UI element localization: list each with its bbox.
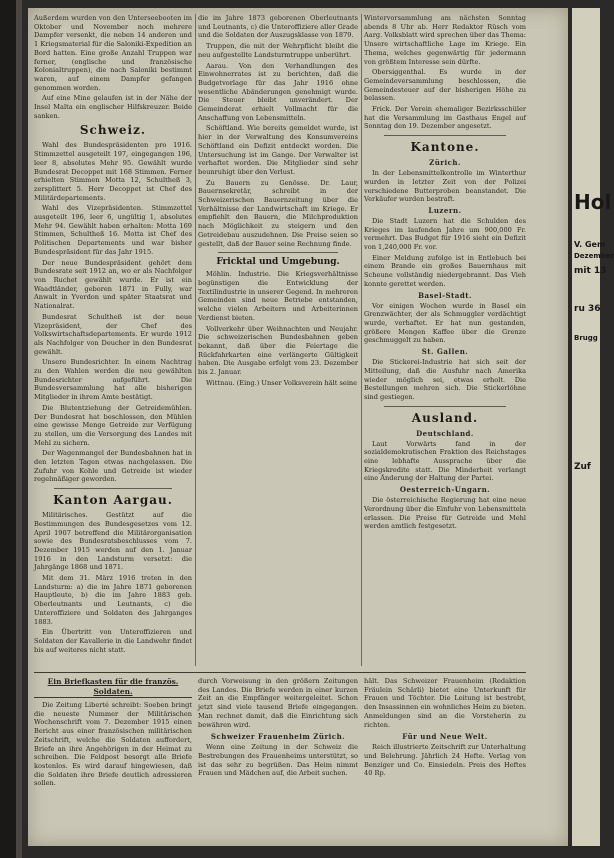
article-paragraph: Einer Meldung zufolge ist in Entlebuch bei einem Brande ein großes Bauernhaus mit Scheune vollständig niedergebrannt. Das Vieh konnte gerettet werden. [364,253,526,288]
article-paragraph: Mit dem 31. März 1916 treten in den Landsturm: a) die im Jahre 1871 geborenen Hauptleute, b) die im Jahre 1883 geb. Oberleutnants und Leutnants, c) die Unteroffiziere und Soldaten des Jahrganges 1883. [34,574,192,626]
column-2 [198,14,358,666]
right-page-text-fragment: ru 36 [574,304,601,314]
feuilleton-column-2 [198,677,358,837]
right-page-text-fragment: Brugg [574,334,598,342]
section-separator [54,488,172,489]
section-separator [384,135,506,136]
feuilleton-column-3 [364,677,526,837]
column-rule-2 [361,14,362,666]
feuilleton-paragraph: Die Zeitung Liberté schreibt: Soeben bringt die neueste Nummer der Militärischen Wochenschrift vom 7. Dezember 1915 einen Bericht aus einer französischen militärischen Zeitschrift, welche die Soldaten auffordert, Briefe an ihre Angehörigen in der Heimat zu schreiben. Die Feldpost besorgt alle Briefe kostenlos. Es wird darauf hingewiesen, daß die Soldaten ihre Briefe deutlich adressieren sollen. [34,701,192,788]
article-paragraph: Unsere Bundesrichter. In einem Nachtrag zu den Wahlen werden die neu gewählten Bundesrichter aufgeführt. Die Bundesversammlung hat alle bisherigen Mitglieder in ihrem Amte bestätigt. [34,358,192,402]
intro-paragraph: Außerdem wurden von den Unterseebooten im Oktober und November noch mehrere Dampfer versenkt, die neben 14 anderen und 1 Kriegsmaterial für die Saloniki-Expedition an Bord hatten. Eine große Anzahl Truppen war ferner, (englische und französische Kolonialtruppen), die nach Saloniki bestimmt waren, auf einem Dampfer gefangen genommen worden. [34,14,192,92]
heading-ausland: Ausland. [411,410,479,425]
article-paragraph: Truppen, die mit der Wehrpflicht bleibt die neu aufgestellte Landsturmtruppe unberührt. [198,42,358,59]
section-separator [218,252,338,253]
subheading-oesterreich: Oesterreich-Ungarn. [399,485,491,495]
article-paragraph: Militärisches. Gestützt auf die Bestimmungen des Bundesgesetzes vom 12. April 1907 betreffend die Militärorganisation sowie des Bundesratsbeschlusses vom 7. Dezember 1915 werden auf den 1. Januar 1916 in den Landsturm versetzt: die Jahrgänge 1868 und 1871. [34,511,192,572]
article-paragraph: Wintervorsammlung am nächsten Sonntag abends 8 Uhr ab. Herr Redaktor Rüsch vom Aarg. Volksblatt wird sprechen über das Thema: Unsere wirtschaftliche Lage im Kriege. Ein Thema, welches gegenwärtig für jedermann von größtem Interesse sein dürfte. [364,14,526,66]
article-paragraph: Frick. Der Verein ehemaliger Bezirksschüler hat die Versammlung im Gasthaus Engel auf Sonntag den 19. Dezember angesetzt. [364,105,526,131]
article-paragraph: Wahl des Bundespräsidenten pro 1916. Stimmzettel ausgeteilt 197, eingegangen 196, leer 8, absolutes Mehr 95. Gewählt wurde Bundesrat Decoppet mit 168 Stimmen. Ferner erhielten Stimmen Motta 12, Schultheß 3, zersplittert 5. Herr Decoppet ist Chef des Militärdepartements. [34,141,192,202]
heading-schweiz: Schweiz. [79,123,147,138]
subheading-luzern: Luzern. [428,205,462,215]
column-rule-1 [195,14,196,666]
article-paragraph: Die österreichische Regierung hat eine neue Verordnung über die Einfuhr von Lebensmitteln erlassen. Die Preise für Getreide und Mehl werden amtlich festgesetzt. [364,496,526,531]
column-1 [34,14,192,666]
article-paragraph: Die Blutentziehung der Getreidemühlen. Der Bundesrat hat beschlossen, den Mühlen eine gewisse Menge Getreide zur Verfügung zu stellen, um die Versorgung des Landes mit Mehl zu sichern. [34,403,192,447]
feuilleton-paragraph: Wenn eine Zeitung in der Schweiz die Bestrebungen des Frauenheims unterstützt, so ist das sehr zu begrüßen. Das Heim nimmt Frauen und Mädchen auf, die Arbeit suchen. [198,743,358,778]
article-paragraph: In der Lebensmittelkontrolle im Winterthur wurden in letzter Zeit von der Polizei verschiedene Butterproben beanstandet. Die Verkäufer wurden bestraft. [364,169,526,204]
heading-fricktal: Fricktal und Umgebung. [216,257,340,268]
article-paragraph: Schöftland. Wie bereits gemeldet wurde, ist hier in der Verwaltung des Konsumvereins Schöftland ein Defizit entdeckt worden. Die Untersuchung ist im Gange. Der Verwalter ist verhaftet worden. Die Mitglieder sind sehr beunruhigt über den Verlust. [198,124,358,176]
feuilleton-subheading: Für und Neue Welt. [402,732,488,742]
subheading-zurich: Zürich. [429,158,461,168]
book-spine [0,0,22,858]
heading-kanton-aargau: Kanton Aargau. [53,493,173,508]
feuilleton-section [34,672,526,841]
adjacent-page-edge [572,8,600,846]
right-page-text-fragment: Zuf [574,462,591,472]
article-paragraph: Vor einigen Wochen wurde in Basel ein Grenzwächter, der als Schmuggler verdächtigt wurde, verhaftet. Er hat nun gestanden, größere Mengen Kaffee über die Grenze geschmuggelt zu haben. [364,301,526,345]
article-paragraph: Ein Übertritt von Unteroffizieren und Soldaten der Kavallerie in die Landwehr findet bis auf weiteres nicht statt. [34,628,192,654]
article-paragraph: Obersiggenthal. Es wurde in der Gemeindeversammlung beschlossen, die Gemeindesteuer auf der bisherigen Höhe zu belassen. [364,68,526,103]
feuilleton-paragraph: durch Vorweisung in den größern Zeitungen des Landes. Die Briefe werden in einer kurzen Zeit an die Empfänger weitergeleitet. Schon jetzt sind viele tausend Briefe eingegangen. Man rechnet damit, daß die Einrichtung sich bewähren wird. [198,677,358,729]
article-paragraph: Wahl des Vizepräsidenten. Stimmzettel ausgeteilt 196, leer 6, ungültig 1, absolutes Mehr 94. Gewählt haben erhalten: Motta 169 Stimmen, Schultheß 16. Motta ist Chef des Politischen Departements und war bisher Bundespräsident für das Jahr 1915. [34,204,192,256]
article-paragraph: Die Stadt Luzern hat die Schulden des Krieges im laufenden Jahre um 900,000 Fr. vermehrt. Das Budget für 1916 sieht ein Defizit von 1,240,000 Fr. vor. [364,216,526,252]
feuilleton-heading: Ein Briefkasten für die französ. Soldaten. [34,677,192,698]
right-page-text-fragment: V. Gem [574,240,606,249]
feuilleton-column-1 [34,677,192,837]
section-separator [384,406,506,407]
right-page-text-fragment: Dezember [574,252,614,260]
article-paragraph: Laut Vorwärts fand in der sozialdemokratischen Fraktion des Reichstages eine lebhafte Aussprache über die Kriegskredite statt. Die Minderheit verlangt eine Änderung der Haltung der Partei. [364,439,526,483]
subheading-st-gallen: St. Gallen. [421,347,469,357]
feuilleton-paragraph: Reich illustrierte Zeitschrift zur Unterhaltung und Belehrung. Jährlich 24 Hefte. Verlag von Benziger und Co. Einsiedeln. Preis des Heftes 40 Rp. [364,743,526,778]
article-paragraph: Bundesrat Schultheß ist der neue Vizepräsident, der Chef des Volkswirtschaftsdepartements. Er wurde 1912 als Nachfolger von Deucher in den Bundesrat gewählt. [34,312,192,356]
heading-kantone: Kantone. [410,140,480,155]
article-paragraph: Der Wagenmangel der Bundesbahnen hat in den letzten Tagen etwas nachgelassen. Die Zufuhr von Kohle und Getreide ist wieder regelmäßiger geworden. [34,449,192,484]
article-paragraph: Die Stickerei-Industrie hat sich seit der Mitteilung, daß die Ausfuhr nach Amerika wieder möglich sei, etwas erholt. Die Bestellungen mehren sich. Die Stickerlöhne sind gestiegen. [364,358,526,401]
article-paragraph: Der neue Bundespräsident gehört dem Bundesrate seit 1912 an, wo er als Nachfolger von Ruchet gewählt wurde. Er ist ein Waadtländer, geboren 1871 in Fully, war Anwalt in Yverdon und später Staatsrat und Nationalrat. [34,258,192,311]
article-paragraph: Wittnau. (Eing.) Unser Volksverein hält seine [206,378,358,387]
subheading-deutschland: Deutschland. [416,428,474,438]
right-page-ad-fragment: Hol [574,190,612,214]
article-paragraph: Möhlin. Industrie. Die Kriegsverhältnisse begünstigen die Entwicklung der Textilindustrie in unserer Gegend. In mehreren Gemeinden sind neue Betriebe entstanden, welche vielen Arbeitern und Arbeiterinnen Verdienst bieten. [198,270,358,322]
article-paragraph: Vollverkehr über Weihnachten und Neujahr. Die schweizerischen Bundesbahnen geben bekannt, daß über die Feiertage die Rückfahrkarten eine verlängerte Gültigkeit haben. Die Ausgabe erfolgt vom 23. Dezember bis 2. Januar. [198,324,358,377]
article-paragraph: Aarau. Von den Verhandlungen des Einwohnerrates ist zu berichten, daß die Budgetvorlage für das Jahr 1916 ohne wesentliche Abänderungen genehmigt wurde. Die Steuer bleibt unverändert. Der Gemeinderat erhielt Vollmacht für die Anschaffung von Lebensmitteln. [198,61,358,122]
feuilleton-subheading: Schweizer Frauenheim Zürich. [210,732,346,742]
column-3 [364,14,526,666]
note-paragraph: Auf eine Mine gelaufen ist in der Nähe der Insel Malta ein englischer Hilfskreuzer. Beide sanken. [34,94,192,120]
article-paragraph: die im Jahre 1873 geborenen Oberleutnants und Leutnants, c) die Unteroffiziere aller Grade und die Soldaten der Auszugsklasse von 1879. [198,14,359,40]
feuilleton-paragraph: hält. Das Schweizer Frauenheim (Redaktion Fräulein Schärli) bietet eine Unterkunft für Frauen und Töchter. Die Leitung ist bestrebt, den Insassinnen ein wohnliches Heim zu bieten. Anmeldungen sind an die Vorsteherin zu richten. [364,677,526,729]
article-paragraph: Zu Bauern zu Genösse. Dr. Laur, Bauernsekretär, schreibt in der Schweizerischen Bauernzeitung über die Verhältnisse der Landwirtschaft im Kriege. Er empfiehlt den Bauern, die Milchproduktion nach Möglichkeit zu steigern und den Getreidebau auszudehnen. Die Preise seien so gestellt, daß der Bauer seine Rechnung finde. [198,178,358,248]
right-page-text-fragment: mit 13 [574,266,607,276]
subheading-basel: Basel-Stadt. [418,290,472,300]
